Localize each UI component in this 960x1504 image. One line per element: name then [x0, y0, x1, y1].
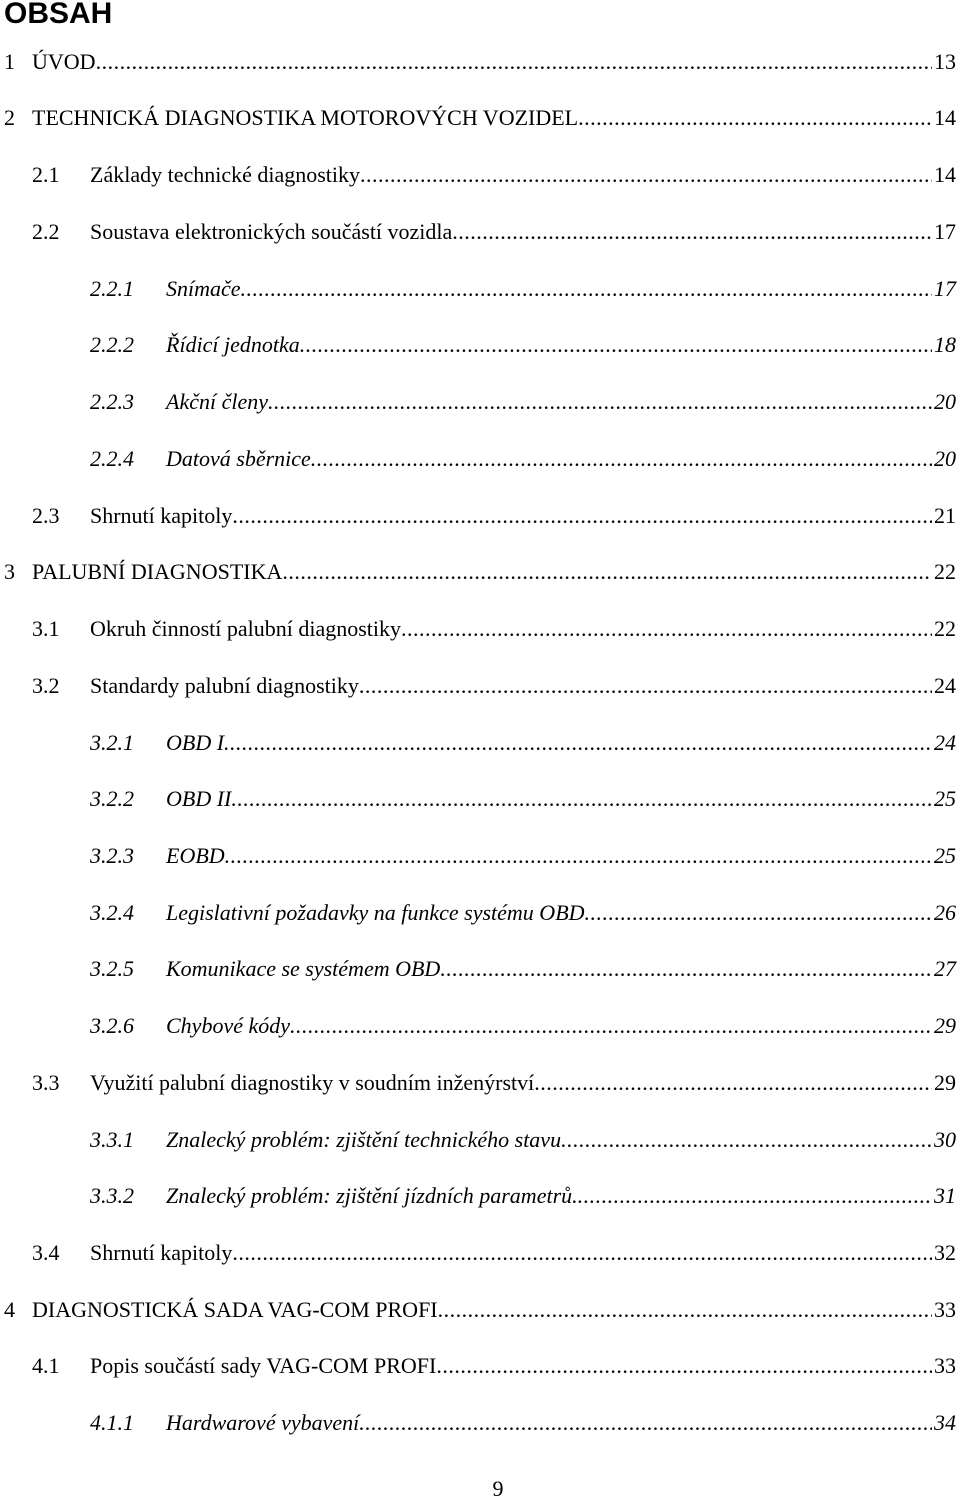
toc-dot-leader: [585, 898, 932, 928]
toc-entry-page: 22: [934, 616, 956, 641]
toc-dot-leader: [282, 557, 932, 587]
toc-entry-page: 26: [934, 900, 956, 925]
toc-entry-number: 1: [4, 49, 15, 74]
toc-entry-number: 3.2: [32, 673, 60, 698]
toc-entry-page: 20: [934, 389, 956, 414]
toc-entry-number: 2.2.4: [90, 446, 134, 471]
toc-dot-leader: [360, 160, 932, 190]
toc-entry-number: 3.1: [32, 616, 60, 641]
toc-dot-leader: [401, 614, 932, 644]
toc-dot-leader: [268, 387, 932, 417]
toc-dot-leader: [300, 330, 932, 360]
toc-dot-leader: [290, 1011, 932, 1041]
toc-dot-leader: [578, 1181, 932, 1211]
toc-entry-title: PALUBNÍ DIAGNOSTIKA: [32, 559, 283, 584]
toc-entry-number: 3.3: [32, 1070, 60, 1095]
toc-entry[interactable]: [32, 160, 956, 190]
toc-entry-number: 4: [4, 1297, 15, 1322]
toc-entry[interactable]: [90, 274, 956, 304]
toc-entry-page: 24: [934, 730, 956, 755]
toc-entry[interactable]: [4, 557, 956, 587]
toc-entry-title: Standardy palubní diagnostiky: [90, 673, 359, 698]
toc-entry-title: Soustava elektronických součástí vozidla: [90, 219, 453, 244]
toc-heading: OBSAH: [4, 0, 113, 30]
toc-entry[interactable]: [32, 1068, 956, 1098]
toc-entry-page: 14: [934, 105, 956, 130]
toc-dot-leader: [231, 784, 932, 814]
toc-entry-page: 30: [934, 1127, 956, 1152]
toc-entry-page: 33: [934, 1353, 956, 1378]
toc-entry-title: Datová sběrnice: [166, 446, 311, 471]
toc-entry-title: Akční členy: [166, 389, 268, 414]
toc-entry-number: 2.2: [32, 219, 60, 244]
toc-dot-leader: [561, 1125, 932, 1155]
toc-entry-number: 3.2.2: [90, 786, 134, 811]
toc-dot-leader: [359, 1408, 932, 1438]
toc-entry-page: 20: [934, 446, 956, 471]
toc-entry[interactable]: [32, 1238, 956, 1268]
toc-entry[interactable]: [90, 1125, 956, 1155]
toc-entry-title: Znalecký problém: zjištění jízdních parametrů.: [166, 1183, 578, 1208]
toc-entry-title: DIAGNOSTICKÁ SADA VAG-COM PROFI: [32, 1297, 438, 1322]
toc-dot-leader: [232, 501, 932, 531]
toc-entry-number: 2.2.2: [90, 332, 134, 357]
toc-entry[interactable]: [90, 330, 956, 360]
toc-dot-leader: [438, 1295, 932, 1325]
toc-dot-leader: [436, 1351, 932, 1381]
toc-entry-page: 18: [934, 332, 956, 357]
toc-entry-number: 4.1: [32, 1353, 60, 1378]
toc-entry[interactable]: [90, 1011, 956, 1041]
toc-entry-page: 13: [934, 49, 956, 74]
toc-entry-page: 34: [934, 1410, 956, 1435]
toc-dot-leader: [534, 1068, 932, 1098]
toc-entry-page: 31: [934, 1183, 956, 1208]
toc-dot-leader: [225, 841, 932, 871]
toc-dot-leader: [359, 671, 932, 701]
toc-entry[interactable]: [90, 444, 956, 474]
toc-entry-title: Legislativní požadavky na funkce systému OBD: [166, 900, 585, 925]
toc-entry-number: 3.2.5: [90, 956, 134, 981]
toc-entry-title: OBD II: [166, 786, 232, 811]
toc-entry-page: 21: [934, 503, 956, 528]
toc-entry[interactable]: [90, 387, 956, 417]
toc-entry[interactable]: [4, 47, 956, 77]
toc-dot-leader: [578, 103, 932, 133]
toc-entry-number: 2.1: [32, 162, 60, 187]
toc-entry-title: Komunikace se systémem OBD: [166, 956, 441, 981]
toc-entry-number: 3.2.1: [90, 730, 134, 755]
toc-entry[interactable]: [90, 784, 956, 814]
toc-entry[interactable]: [90, 728, 956, 758]
toc-dot-leader: [452, 217, 932, 247]
toc-entry[interactable]: [4, 1295, 956, 1325]
toc-entry-number: 2.2.1: [90, 276, 134, 301]
toc-entry-number: 2: [4, 105, 15, 130]
toc-entry[interactable]: [90, 1408, 956, 1438]
toc-entry[interactable]: [32, 614, 956, 644]
toc-entry[interactable]: [32, 1351, 956, 1381]
toc-entry-title: TECHNICKÁ DIAGNOSTIKA MOTOROVÝCH VOZIDEL: [32, 105, 579, 130]
toc-entry-page: 24: [934, 673, 956, 698]
toc-entry[interactable]: [32, 501, 956, 531]
toc-entry-number: 3.2.4: [90, 900, 134, 925]
toc-entry-page: 22: [934, 559, 956, 584]
toc-entry-page: 32: [934, 1240, 956, 1265]
toc-entry-number: 2.2.3: [90, 389, 134, 414]
toc-entry-page: 17: [934, 219, 956, 244]
toc-entry-number: 3.2.6: [90, 1013, 134, 1038]
toc-entry-title: Shrnutí kapitoly: [90, 1240, 233, 1265]
toc-entry[interactable]: [90, 1181, 956, 1211]
toc-dot-leader: [96, 47, 932, 77]
toc-entry-title: Okruh činností palubní diagnostiky: [90, 616, 402, 641]
toc-entry-page: 17: [934, 276, 956, 301]
toc-entry-title: Znalecký problém: zjištění technického stavu: [166, 1127, 562, 1152]
toc-entry-title: Shrnutí kapitoly: [90, 503, 233, 528]
toc-entry-title: Snímače: [166, 276, 241, 301]
toc-dot-leader: [311, 444, 932, 474]
toc-entry-page: 29: [934, 1070, 956, 1095]
toc-entry-page: 25: [934, 843, 956, 868]
toc-entry-title: ÚVOD: [32, 49, 96, 74]
toc-entry-title: Popis součástí sady VAG-COM PROFI: [90, 1353, 437, 1378]
toc-entry-title: EOBD: [166, 843, 225, 868]
toc-dot-leader: [224, 728, 932, 758]
toc-entry[interactable]: [32, 671, 956, 701]
toc-entry-title: Základy technické diagnostiky: [90, 162, 361, 187]
toc-entry[interactable]: [32, 217, 956, 247]
toc-entry[interactable]: [90, 954, 956, 984]
toc-entry-page: 14: [934, 162, 956, 187]
toc-dot-leader: [440, 954, 932, 984]
page-number: 9: [492, 1476, 504, 1501]
toc-entry-title: OBD I: [166, 730, 225, 755]
toc-entry-page: 29: [934, 1013, 956, 1038]
toc-entry-number: 3.2.3: [90, 843, 134, 868]
toc-entry-number: 3: [4, 559, 15, 584]
toc-entry-title: Hardwarové vybavení: [166, 1410, 360, 1435]
toc-entry-number: 3.3.1: [90, 1127, 134, 1152]
toc-dot-leader: [232, 1238, 932, 1268]
toc-dot-leader: [241, 274, 932, 304]
toc-entry-page: 25: [934, 786, 956, 811]
toc-entry-page: 27: [934, 956, 956, 981]
toc-entry-title: Chybové kódy: [166, 1013, 290, 1038]
toc-entry-title: Řídicí jednotka: [166, 332, 300, 357]
toc-entry-number: 2.3: [32, 503, 60, 528]
toc-entry-title: Využití palubní diagnostiky v soudním inženýrství: [90, 1070, 535, 1095]
toc-entry-number: 3.4: [32, 1240, 60, 1265]
toc-entry-number: 4.1.1: [90, 1410, 134, 1435]
toc-entry-page: 33: [934, 1297, 956, 1322]
toc-entry[interactable]: [90, 898, 956, 928]
toc-entry[interactable]: [4, 103, 956, 133]
toc-entry[interactable]: [90, 841, 956, 871]
toc-entry-number: 3.3.2: [90, 1183, 134, 1208]
